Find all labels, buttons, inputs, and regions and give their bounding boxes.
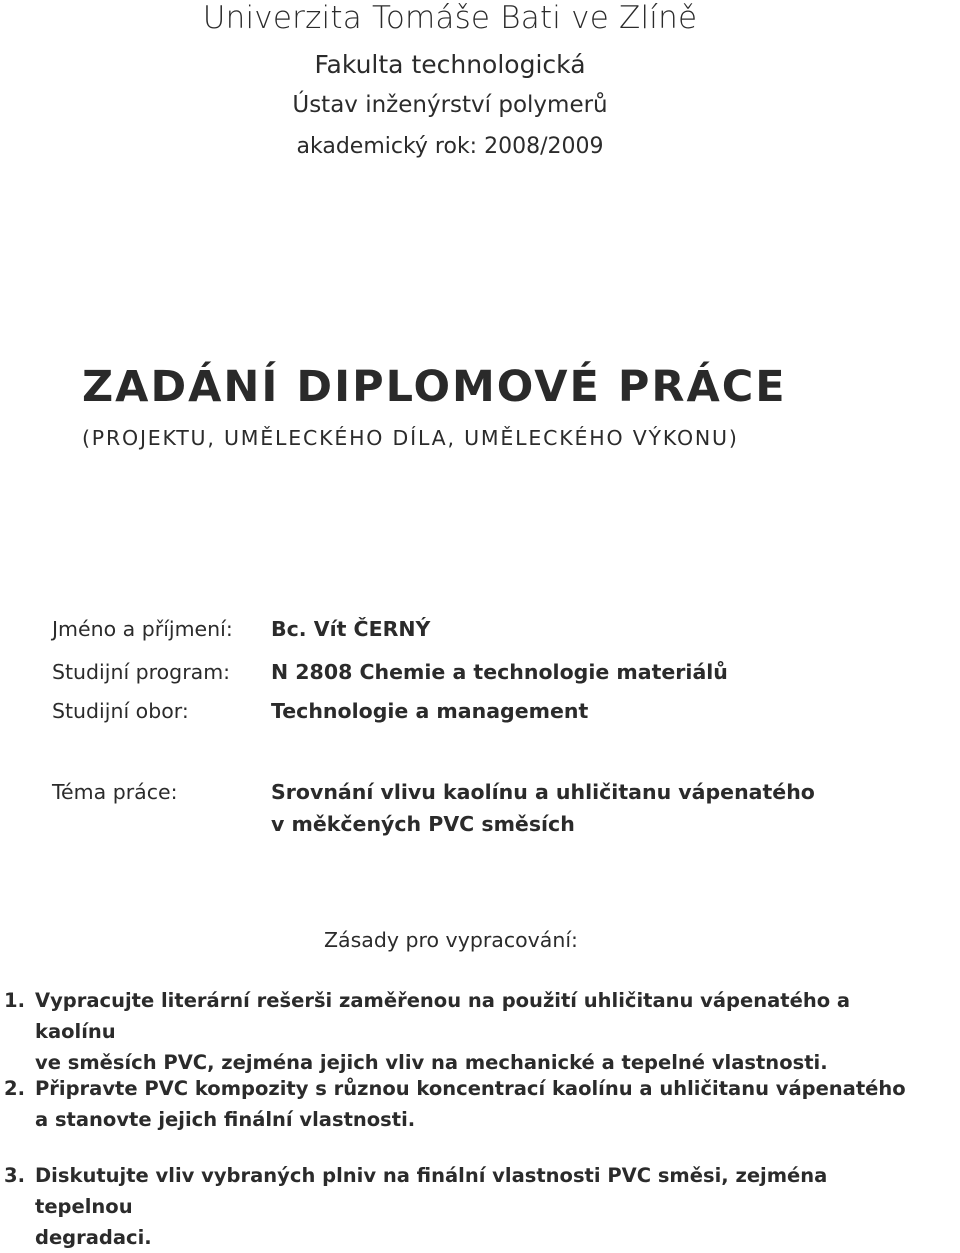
principle-number: 1. <box>4 989 25 1012</box>
university-name: Univerzita Tomáše Bati ve Zlíně <box>202 0 698 36</box>
principle-item <box>0 1073 930 1135</box>
principles-heading: Zásady pro vypracování: <box>324 928 578 952</box>
principle-line: Diskutujte vliv vybraných plniv na finální vlastnosti PVC směsi, zejména tepelnou <box>35 1164 828 1218</box>
document-subtitle: (PROJEKTU, UMĚLECKÉHO DÍLA, UMĚLECKÉHO VÝKONU) <box>82 426 739 450</box>
institute-name: Ústav inženýrství polymerů <box>292 92 608 118</box>
principle-number: 2. <box>4 1077 25 1100</box>
principle-line: Připravte PVC kompozity s různou koncentrací kaolínu a uhličitanu vápenatého <box>35 1077 906 1100</box>
name-value: Bc. Vít ČERNÝ <box>271 617 431 641</box>
program-value: N 2808 Chemie a technologie materiálů <box>271 660 728 684</box>
name-label: Jméno a příjmení: <box>52 617 233 641</box>
topic-value-line2: v měkčených PVC směsích <box>271 812 575 836</box>
principle-number: 3. <box>4 1164 25 1187</box>
field-label: Studijní obor: <box>52 699 189 723</box>
principle-line: ve směsích PVC, zejména jejich vliv na mechanické a tepelné vlastnosti. <box>35 1051 828 1074</box>
topic-label: Téma práce: <box>52 780 178 804</box>
principle-line: a stanovte jejich finální vlastnosti. <box>35 1108 416 1131</box>
principle-item <box>0 985 930 1078</box>
academic-year: akademický rok: 2008/2009 <box>296 134 604 159</box>
topic-value-line1: Srovnání vlivu kaolínu a uhličitanu vápenatého <box>271 780 815 804</box>
principle-line: degradaci. <box>35 1226 152 1249</box>
faculty-name: Fakulta technologická <box>314 50 586 79</box>
document-title: ZADÁNÍ DIPLOMOVÉ PRÁCE <box>82 362 787 412</box>
program-label: Studijní program: <box>52 660 231 684</box>
principle-line: Vypracujte literární rešerši zaměřenou na použití uhličitanu vápenatého a kaolínu <box>35 989 851 1043</box>
field-value: Technologie a management <box>271 699 589 723</box>
principle-item <box>0 1160 930 1253</box>
